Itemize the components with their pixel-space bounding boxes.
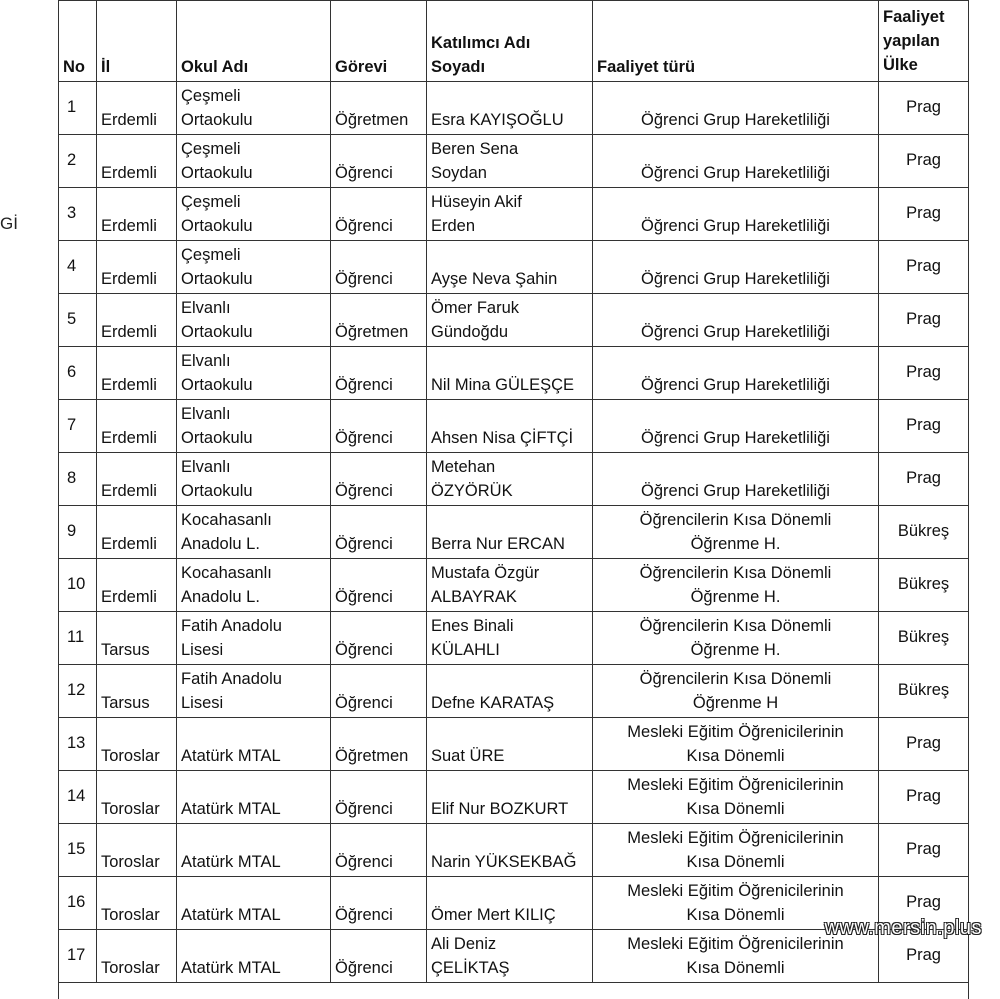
cell-okul: Fatih Anadolu Lisesi bbox=[177, 665, 331, 718]
cell-no: 10 bbox=[59, 559, 97, 612]
header-gorevi: Görevi bbox=[331, 1, 427, 82]
cell-gorevi: Öğrenci bbox=[331, 188, 427, 241]
header-no: No bbox=[59, 1, 97, 82]
cell-participant-name: Suat ÜRE bbox=[427, 718, 593, 771]
cell-okul: Atatürk MTAL bbox=[177, 930, 331, 983]
cell-okul: Elvanlı Ortaokulu bbox=[177, 453, 331, 506]
cell-country: Prag bbox=[879, 135, 969, 188]
table-row bbox=[59, 294, 969, 347]
cell-okul: Kocahasanlı Anadolu L. bbox=[177, 559, 331, 612]
cell-il: Tarsus bbox=[97, 612, 177, 665]
cell-il: Erdemli bbox=[97, 400, 177, 453]
table-row bbox=[59, 506, 969, 559]
cell-no: 17 bbox=[59, 930, 97, 983]
cell-okul: Elvanlı Ortaokulu bbox=[177, 347, 331, 400]
table-row bbox=[59, 241, 969, 294]
cell-okul: Elvanlı Ortaokulu bbox=[177, 400, 331, 453]
cell-okul: Kocahasanlı Anadolu L. bbox=[177, 506, 331, 559]
cell-no: 14 bbox=[59, 771, 97, 824]
cell-okul: Çeşmeli Ortaokulu bbox=[177, 135, 331, 188]
cell-no: 16 bbox=[59, 877, 97, 930]
cell-participant-name: Ali Deniz ÇELİKTAŞ bbox=[427, 930, 593, 983]
cell-country: Prag bbox=[879, 400, 969, 453]
cell-country: Prag bbox=[879, 188, 969, 241]
cell-no: 15 bbox=[59, 824, 97, 877]
cell-no: 1 bbox=[59, 82, 97, 135]
cell-country: Prag bbox=[879, 771, 969, 824]
table-row bbox=[59, 612, 969, 665]
cell-country: Prag bbox=[879, 824, 969, 877]
cell-country: Bükreş bbox=[879, 665, 969, 718]
cell-il: Erdemli bbox=[97, 506, 177, 559]
participants-table bbox=[58, 0, 969, 999]
cell-participant-name: Ömer Faruk Gündoğdu bbox=[427, 294, 593, 347]
cell-activity-type: Öğrenci Grup Hareketliliği bbox=[593, 400, 879, 453]
cell-okul: Atatürk MTAL bbox=[177, 718, 331, 771]
cell-no: 8 bbox=[59, 453, 97, 506]
cell-participant-name: Esra KAYIŞOĞLU bbox=[427, 82, 593, 135]
cell-participant-name: Nil Mina GÜLEŞÇE bbox=[427, 347, 593, 400]
cell-participant-name: Ahsen Nisa ÇİFTÇİ bbox=[427, 400, 593, 453]
cell-activity-type: Mesleki Eğitim Öğrenicilerinin Kısa Dönemli bbox=[593, 824, 879, 877]
cell-gorevi: Öğretmen bbox=[331, 82, 427, 135]
table-row bbox=[59, 559, 969, 612]
cell-il: Toroslar bbox=[97, 877, 177, 930]
cell-il: Toroslar bbox=[97, 771, 177, 824]
cell-activity-type: Mesleki Eğitim Öğrenicilerinin Kısa Dönemli bbox=[593, 877, 879, 930]
cell-participant-name: Defne KARATAŞ bbox=[427, 665, 593, 718]
cell-country: Prag bbox=[879, 294, 969, 347]
cell-gorevi: Öğrenci bbox=[331, 824, 427, 877]
cell-activity-type: Öğrenci Grup Hareketliliği bbox=[593, 241, 879, 294]
cell-okul: Çeşmeli Ortaokulu bbox=[177, 241, 331, 294]
cell-no: 9 bbox=[59, 506, 97, 559]
cell-country: Prag bbox=[879, 718, 969, 771]
cell-no: 6 bbox=[59, 347, 97, 400]
cell-gorevi: Öğrenci bbox=[331, 559, 427, 612]
header-faaliyet: Faaliyet türü bbox=[593, 1, 879, 82]
cell-activity-type: Öğrenci Grup Hareketliliği bbox=[593, 82, 879, 135]
cell-country: Prag bbox=[879, 82, 969, 135]
cell-il: Erdemli bbox=[97, 294, 177, 347]
cell-participant-name: Enes Binali KÜLAHLI bbox=[427, 612, 593, 665]
cell-activity-type: Öğrenci Grup Hareketliliği bbox=[593, 453, 879, 506]
cell-participant-name: Berra Nur ERCAN bbox=[427, 506, 593, 559]
cell-no: 13 bbox=[59, 718, 97, 771]
cell-okul: Çeşmeli Ortaokulu bbox=[177, 82, 331, 135]
cell-country: Bükreş bbox=[879, 612, 969, 665]
header-row bbox=[59, 1, 969, 82]
table-row bbox=[59, 453, 969, 506]
cell-participant-name: Hüseyin Akif Erden bbox=[427, 188, 593, 241]
cell-gorevi: Öğrenci bbox=[331, 241, 427, 294]
cell-activity-type: Öğrenci Grup Hareketliliği bbox=[593, 135, 879, 188]
cell-gorevi: Öğrenci bbox=[331, 453, 427, 506]
cell-country: Prag bbox=[879, 347, 969, 400]
header-ulke: Faaliyet yapılan Ülke bbox=[879, 1, 969, 82]
cell-activity-type: Öğrencilerin Kısa Dönemli Öğrenme H bbox=[593, 665, 879, 718]
cell-no: 5 bbox=[59, 294, 97, 347]
cell-country: Prag bbox=[879, 930, 969, 983]
cell-activity-type: Öğrenci Grup Hareketliliği bbox=[593, 294, 879, 347]
cell-gorevi: Öğrenci bbox=[331, 665, 427, 718]
cell-gorevi: Öğrenci bbox=[331, 400, 427, 453]
cell-no: 12 bbox=[59, 665, 97, 718]
cell-country: Prag bbox=[879, 877, 969, 930]
cell-participant-name: Beren Sena Soydan bbox=[427, 135, 593, 188]
cell-gorevi: Öğrenci bbox=[331, 347, 427, 400]
cell-activity-type: Öğrenci Grup Hareketliliği bbox=[593, 188, 879, 241]
cell-gorevi: Öğrenci bbox=[331, 135, 427, 188]
cell-il: Erdemli bbox=[97, 559, 177, 612]
cell-participant-name: Narin YÜKSEKBAĞ bbox=[427, 824, 593, 877]
participants-table-wrapper bbox=[58, 0, 969, 999]
cell-il: Toroslar bbox=[97, 930, 177, 983]
cell-okul: Fatih Anadolu Lisesi bbox=[177, 612, 331, 665]
cell-okul: Çeşmeli Ortaokulu bbox=[177, 188, 331, 241]
table-row bbox=[59, 718, 969, 771]
cell-no: 11 bbox=[59, 612, 97, 665]
cell-gorevi: Öğrenci bbox=[331, 612, 427, 665]
cell-participant-name: Ayşe Neva Şahin bbox=[427, 241, 593, 294]
table-row bbox=[59, 771, 969, 824]
cell-gorevi: Öğretmen bbox=[331, 294, 427, 347]
cell-activity-type: Öğrencilerin Kısa Dönemli Öğrenme H. bbox=[593, 612, 879, 665]
table-row bbox=[59, 400, 969, 453]
table-row bbox=[59, 347, 969, 400]
table-row bbox=[59, 188, 969, 241]
table-footer-row bbox=[59, 983, 969, 999]
header-il: İl bbox=[97, 1, 177, 82]
side-fragment-text: Gİ bbox=[0, 214, 18, 234]
cell-il: Erdemli bbox=[97, 241, 177, 294]
cell-il: Erdemli bbox=[97, 188, 177, 241]
cell-country: Prag bbox=[879, 241, 969, 294]
cell-activity-type: Mesleki Eğitim Öğrenicilerinin Kısa Dönemli bbox=[593, 930, 879, 983]
table-row bbox=[59, 135, 969, 188]
cell-il: Toroslar bbox=[97, 824, 177, 877]
cell-il: Erdemli bbox=[97, 82, 177, 135]
table-row bbox=[59, 824, 969, 877]
cell-country: Bükreş bbox=[879, 559, 969, 612]
table-footer-cell bbox=[59, 983, 969, 999]
cell-participant-name: Mustafa Özgür ALBAYRAK bbox=[427, 559, 593, 612]
cell-gorevi: Öğrenci bbox=[331, 930, 427, 983]
cell-no: 4 bbox=[59, 241, 97, 294]
table-row bbox=[59, 665, 969, 718]
cell-il: Erdemli bbox=[97, 135, 177, 188]
cell-gorevi: Öğrenci bbox=[331, 877, 427, 930]
cell-country: Prag bbox=[879, 453, 969, 506]
site-watermark: www.mersin.plus bbox=[824, 917, 982, 940]
cell-activity-type: Mesleki Eğitim Öğrenicilerinin Kısa Dönemli bbox=[593, 771, 879, 824]
cell-activity-type: Öğrencilerin Kısa Dönemli Öğrenme H. bbox=[593, 559, 879, 612]
cell-no: 3 bbox=[59, 188, 97, 241]
header-katilimci: Katılımcı Adı Soyadı bbox=[427, 1, 593, 82]
cell-il: Erdemli bbox=[97, 453, 177, 506]
cell-il: Toroslar bbox=[97, 718, 177, 771]
cell-okul: Atatürk MTAL bbox=[177, 824, 331, 877]
cell-gorevi: Öğrenci bbox=[331, 506, 427, 559]
cell-gorevi: Öğretmen bbox=[331, 718, 427, 771]
cell-okul: Elvanlı Ortaokulu bbox=[177, 294, 331, 347]
cell-activity-type: Mesleki Eğitim Öğrenicilerinin Kısa Dönemli bbox=[593, 718, 879, 771]
cell-no: 7 bbox=[59, 400, 97, 453]
cell-okul: Atatürk MTAL bbox=[177, 877, 331, 930]
cell-gorevi: Öğrenci bbox=[331, 771, 427, 824]
cell-participant-name: Ömer Mert KILIÇ bbox=[427, 877, 593, 930]
cell-participant-name: Elif Nur BOZKURT bbox=[427, 771, 593, 824]
cell-activity-type: Öğrenci Grup Hareketliliği bbox=[593, 347, 879, 400]
cell-no: 2 bbox=[59, 135, 97, 188]
table-row bbox=[59, 82, 969, 135]
cell-il: Erdemli bbox=[97, 347, 177, 400]
cell-okul: Atatürk MTAL bbox=[177, 771, 331, 824]
header-okul: Okul Adı bbox=[177, 1, 331, 82]
cell-activity-type: Öğrencilerin Kısa Dönemli Öğrenme H. bbox=[593, 506, 879, 559]
cell-participant-name: Metehan ÖZYÖRÜK bbox=[427, 453, 593, 506]
cell-country: Bükreş bbox=[879, 506, 969, 559]
cell-il: Tarsus bbox=[97, 665, 177, 718]
